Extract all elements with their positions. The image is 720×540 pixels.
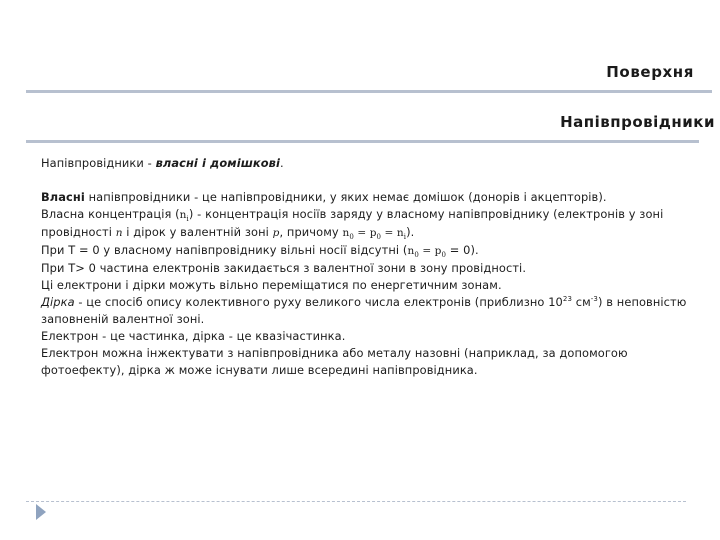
- intro-prefix: Напівпровідники -: [41, 156, 156, 170]
- text-segment: = 0).: [446, 243, 479, 257]
- equation: [342, 227, 407, 242]
- subscript: 0: [414, 251, 419, 260]
- subscript: i: [186, 215, 189, 224]
- intro-emphasis: власні і домішкові: [155, 156, 280, 170]
- symbol-n: n: [115, 227, 123, 239]
- symbol-p: p: [272, 227, 280, 239]
- subscript: 0: [349, 233, 354, 242]
- slide-subtitle: Напівпровідники: [560, 113, 715, 131]
- text-segment: , причому: [279, 225, 343, 239]
- title-divider: [26, 90, 712, 93]
- superscript: -3: [590, 295, 598, 304]
- slide-body: [41, 155, 706, 379]
- slide-title: Поверхня: [606, 63, 694, 81]
- carriers-line: Ці електрони і дірки можуть вільно переміщатися по енергетичним зонам.: [41, 278, 502, 292]
- intrinsic-definition: напівпровідники - це напівпровідники, у яких немає домішок (донорів і акцепторів).: [84, 190, 607, 204]
- symbol-n: n: [396, 227, 404, 239]
- equals-sign: =: [418, 245, 435, 257]
- symbol-n: n: [342, 227, 350, 239]
- symbol-ni: [179, 209, 189, 224]
- intro-line: [41, 155, 706, 172]
- intro-suffix: .: [279, 156, 284, 170]
- subscript: 0: [376, 233, 382, 242]
- symbol-p: p: [434, 245, 442, 257]
- subscript: 0: [441, 251, 447, 260]
- equation: [407, 245, 447, 260]
- text-segment: ) в неповністю заповненій валентної зоні.: [41, 295, 687, 326]
- superscript: 23: [562, 295, 573, 304]
- text-segment: При Т = 0 у власному напівпровіднику вільні носії відсутні (: [41, 243, 408, 257]
- symbol-p: p: [369, 227, 377, 239]
- symbol-n: n: [179, 209, 187, 221]
- symbol-n: n: [407, 245, 415, 257]
- text-segment: см: [572, 295, 591, 309]
- zero-temperature-line: [41, 242, 706, 260]
- footer-divider: [26, 501, 686, 502]
- text-segment: і дірок у валентній зоні: [122, 225, 273, 239]
- equals-sign: =: [353, 227, 370, 239]
- positive-temperature-line: При Т> 0 частина електронів закидається з валентної зони в зону провідності.: [41, 261, 527, 275]
- text-segment: - це спосіб опису колективного руху великого числа електронів (приблизно 10: [74, 295, 563, 309]
- subtitle-divider: [26, 140, 699, 143]
- hole-term: Дірка: [41, 295, 75, 309]
- triangle-right-icon: [36, 504, 46, 520]
- text-segment: ).: [406, 225, 415, 239]
- injection-line: Електрон можна інжектувати з напівпровідника або металу назовні (наприклад, за допомогою фотоефекту), дірка ж може існувати лише всередині напівпровідника.: [41, 346, 628, 377]
- intrinsic-term: Власні: [41, 190, 85, 204]
- text-segment: Власна концентрація (: [41, 207, 180, 221]
- hole-definition: [41, 294, 706, 328]
- definition-concentration: [41, 206, 706, 242]
- text-segment: ) - концентрація носіїв заряду у власному напівпровіднику (електронів у зоні провідності: [41, 207, 664, 239]
- subscript: i: [403, 233, 407, 242]
- paragraph-spacer: [41, 172, 706, 189]
- equals-sign: =: [381, 227, 397, 239]
- definition-intrinsic: [41, 189, 706, 206]
- quasiparticle-line: Електрон - це частинка, дірка - це квазічастинка.: [41, 329, 346, 343]
